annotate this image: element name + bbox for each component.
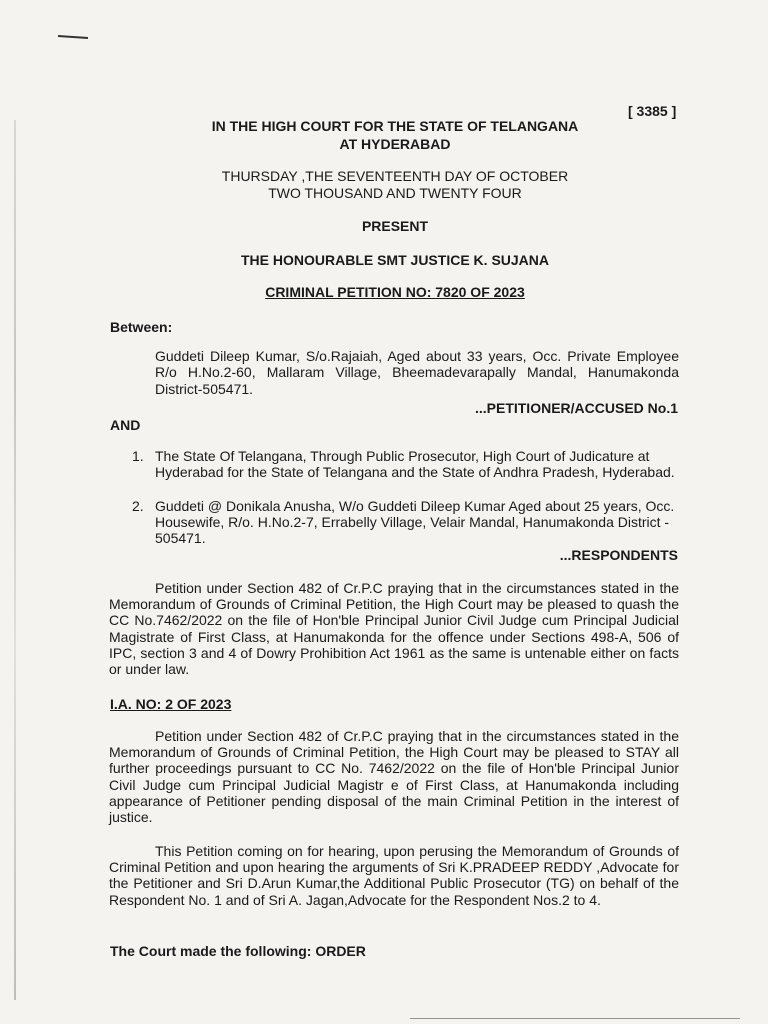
and-label: AND <box>110 417 141 433</box>
order-line: The Court made the following: ORDER <box>110 943 366 959</box>
ia-title: I.A. NO: 2 OF 2023 <box>110 696 232 712</box>
scan-bottom-line <box>410 1018 740 1019</box>
scan-pen-mark <box>58 35 88 39</box>
case-title: CRIMINAL PETITION NO: 7820 OF 2023 <box>265 284 525 300</box>
ia-paragraph-text: Petition under Section 482 of Cr.P.C praying that in the circumstances stated in the Memorandum of Grounds of Criminal Petition, the High Court may be pleased to STAY all further proceedings pursuant to CC No. 7462/2022 on the file of Hon'ble Principal Junior Civil Judge cum Principal Judicial Magistr e of First Class, at Hanumakonda including appearance of Petitioner pending disposal of the main Criminal Petition in the interest of justice. <box>109 728 679 826</box>
respondent-item <box>132 448 680 480</box>
judge-name: THE HONOURABLE SMT JUSTICE K. SUJANA <box>240 252 550 268</box>
hearing-date-line2: TWO THOUSAND AND TWENTY FOUR <box>268 185 522 201</box>
petition-paragraph <box>109 580 679 677</box>
court-location: AT HYDERABAD <box>339 136 451 152</box>
ia-paragraph <box>109 728 679 825</box>
respondent-text: The State Of Telangana, Through Public Prosecutor, High Court of Judicature at Hyderabad for the State of Telangana and the State of Andhra Pradesh, Hyderabad. <box>155 448 675 481</box>
respondents-designation: ...RESPONDENTS <box>559 547 678 563</box>
hearing-paragraph <box>109 843 679 908</box>
respondent-number: 2. <box>132 498 144 514</box>
respondent-text: Guddeti @ Donikala Anusha, W/o Guddeti Dileep Kumar Aged about 25 years, Occ. Housewife, R/o. H.No.2-7, Errabelly Village, Velair Mandal, Hanumakonda District - 505471. <box>155 498 675 547</box>
hearing-date-line1: THURSDAY ,THE SEVENTEENTH DAY OF OCTOBER <box>221 168 569 184</box>
court-name: IN THE HIGH COURT FOR THE STATE OF TELANGANA <box>211 118 579 134</box>
hearing-paragraph-text: This Petition coming on for hearing, upon perusing the Memorandum of Grounds of Criminal Petition and upon hearing the arguments of Sri K.PRADEEP REDDY ,Advocate for the Petitioner and Sri D.Arun Kumar,the Additional Public Prosecutor (TG) on behalf of the Respondent No. 1 and of Sri A. Jagan,Advocate for the Respondent Nos.2 to 4. <box>109 843 679 908</box>
respondent-item <box>132 498 680 547</box>
respondent-number: 1. <box>132 448 144 464</box>
petition-paragraph-text: Petition under Section 482 of Cr.P.C praying that in the circumstances stated in the Memorandum of Grounds of Criminal Petition, the High Court may be pleased to quash the CC No.7462/2022 on the file of Hon'ble Principal Junior Civil Judge cum Principal Judicial Magistrate of First Class, at Hanumakonda for the offence under Sections 498-A, 506 of IPC, section 3 and 4 of Dowry Prohibition Act 1961 as the same is untenable either on facts or under law. <box>109 580 679 678</box>
petitioner-designation: ...PETITIONER/ACCUSED No.1 <box>474 400 678 416</box>
reference-number: [ 3385 ] <box>628 103 677 119</box>
between-label: Between: <box>110 319 173 335</box>
present-label: PRESENT <box>361 218 429 234</box>
petitioner-details: Guddeti Dileep Kumar, S/o.Rajaiah, Aged about 33 years, Occ. Private Employee R/o H.No.2-60, Mallaram Village, Bheemadevarapally Mandal, Hanumakonda District-505471. <box>155 348 679 397</box>
